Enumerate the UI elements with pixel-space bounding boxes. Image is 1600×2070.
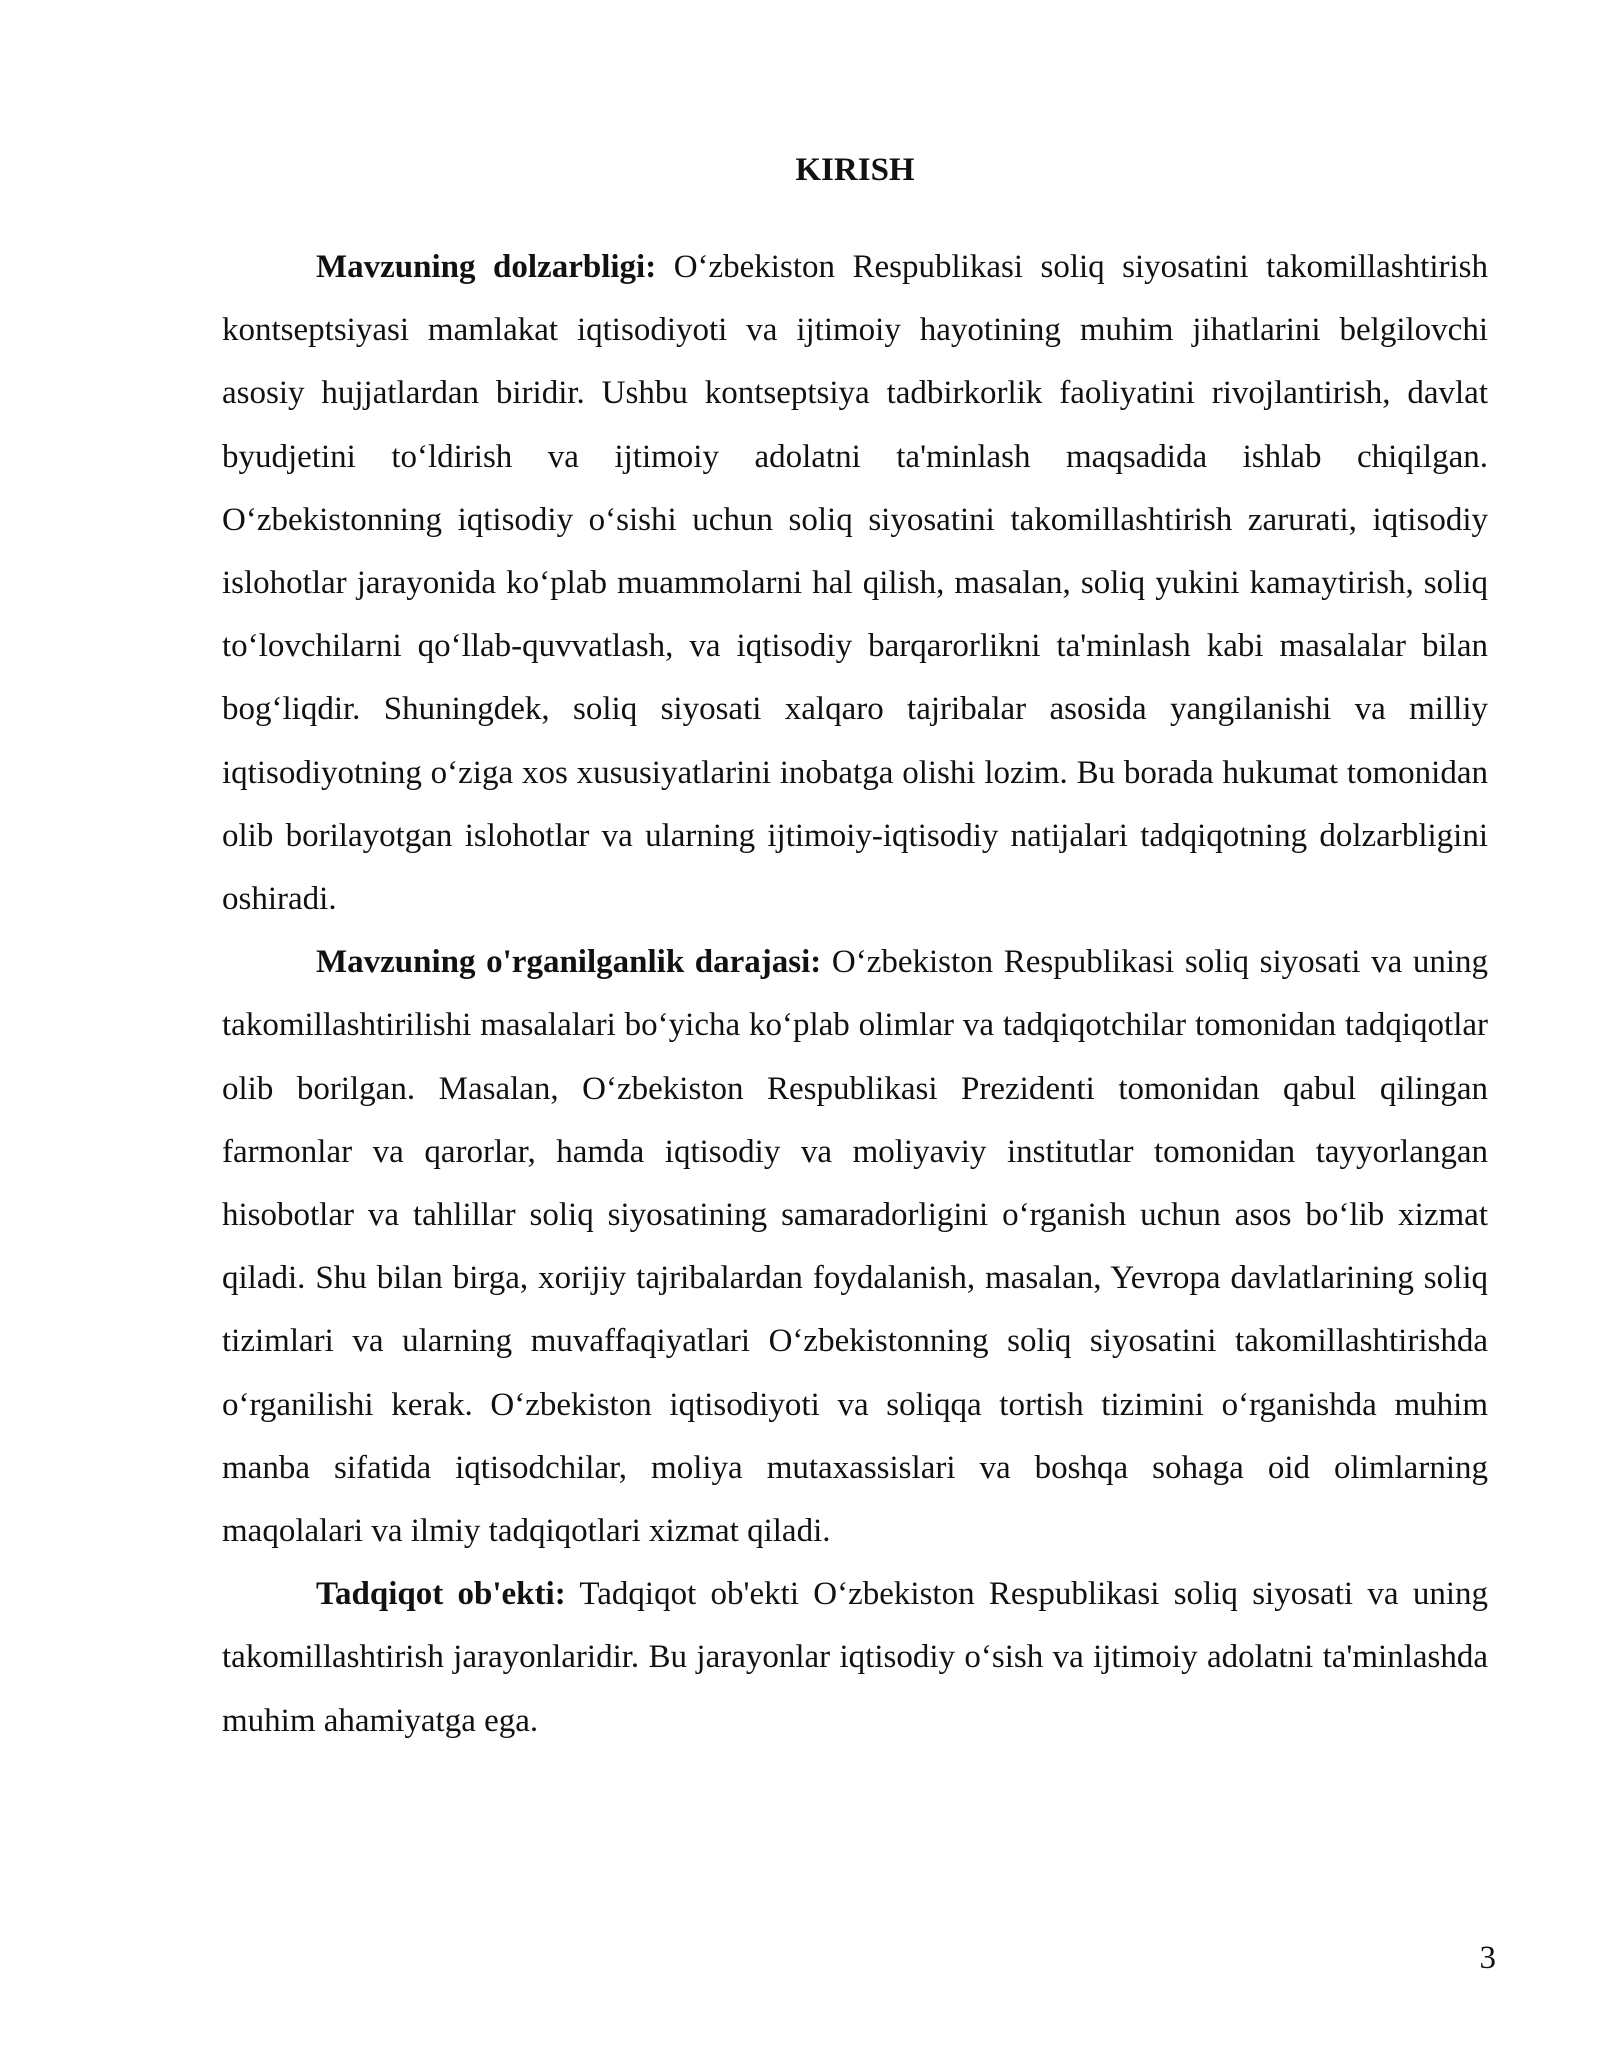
paragraph-relevance	[222, 236, 1488, 931]
section-title: KIRISH	[795, 152, 915, 188]
paragraph-lead-study-degree: Mavzuning o'rganilganlik darajasi:	[316, 944, 822, 981]
paragraph-study-degree	[222, 931, 1488, 1563]
paragraph-text-research-object: Tadqiqot ob'ekti O‘zbekiston Respublikasi soliq siyosati va uning takomillashtirish jarayonlaridir. Bu jarayonlar iqtisodiy o‘sish va ijtimoiy adolatni ta'minlashda muhim ahamiyatga ega.	[222, 1576, 1488, 1739]
paragraph-lead-research-object: Tadqiqot ob'ekti:	[316, 1576, 566, 1613]
paragraph-text-relevance: O‘zbekiston Respublikasi soliq siyosatini takomillashtirish kontseptsiyasi mamlakat iqtisodiyoti va ijtimoiy hayotining muhim jihatlarini belgilovchi asosiy hujjatlardan biridir. Ushbu kontseptsiya tadbirkorlik faoliyatini rivojlantirish, davlat byudjetini to‘ldirish va ijtimoiy adolatni ta'minlash maqsadida ishlab chiqilgan. O‘zbekistonning iqtisodiy o‘sishi uchun soliq siyosatini takomillashtirish zarurati, iqtisodiy islohotlar jarayonida ko‘plab muammolarni hal qilish, masalan, soliq yukini kamaytirish, soliq to‘lovchilarni qo‘llab-quvvatlash, va iqtisodiy barqarorlikni ta'minlash kabi masalalar bilan bog‘liqdir. Shuningdek, soliq siyosati xalqaro tajribalar asosida yangilanishi va milliy iqtisodiyotning o‘ziga xos xususiyatlarini inobatga olishi lozim. Bu borada hukumat tomonidan olib borilayotgan islohotlar va ularning ijtimoiy-iqtisodiy natijalari tadqiqotning dolzarbligini oshiradi.	[222, 249, 1488, 918]
body-text	[222, 236, 1488, 1753]
paragraph-research-object	[222, 1563, 1488, 1753]
paragraph-text-study-degree: O‘zbekiston Respublikasi soliq siyosati va uning takomillashtirilishi masalalari bo‘yicha ko‘plab olimlar va tadqiqotchilar tomonidan tadqiqotlar olib borilgan. Masalan, O‘zbekiston Respublikasi Prezidenti tomonidan qabul qilingan farmonlar va qarorlar, hamda iqtisodiy va moliyaviy institutlar tomonidan tayyorlangan hisobotlar va tahlillar soliq siyosatining samaradorligini o‘rganish uchun asos bo‘lib xizmat qiladi. Shu bilan birga, xorijiy tajribalardan foydalanish, masalan, Yevropa davlatlarining soliq tizimlari va ularning muvaffaqiyatlari O‘zbekistonning soliq siyosatini takomillashtirishda o‘rganilishi kerak. O‘zbekiston iqtisodiyoti va soliqqa tortish tizimini o‘rganishda muhim manba sifatida iqtisodchilar, moliya mutaxassislari va boshqa sohaga oid olimlarning maqolalari va ilmiy tadqiqotlari xizmat qiladi.	[222, 944, 1488, 1550]
paragraph-lead-relevance: Mavzuning dolzarbligi:	[316, 249, 657, 285]
page-number: 3	[1479, 1940, 1496, 1976]
